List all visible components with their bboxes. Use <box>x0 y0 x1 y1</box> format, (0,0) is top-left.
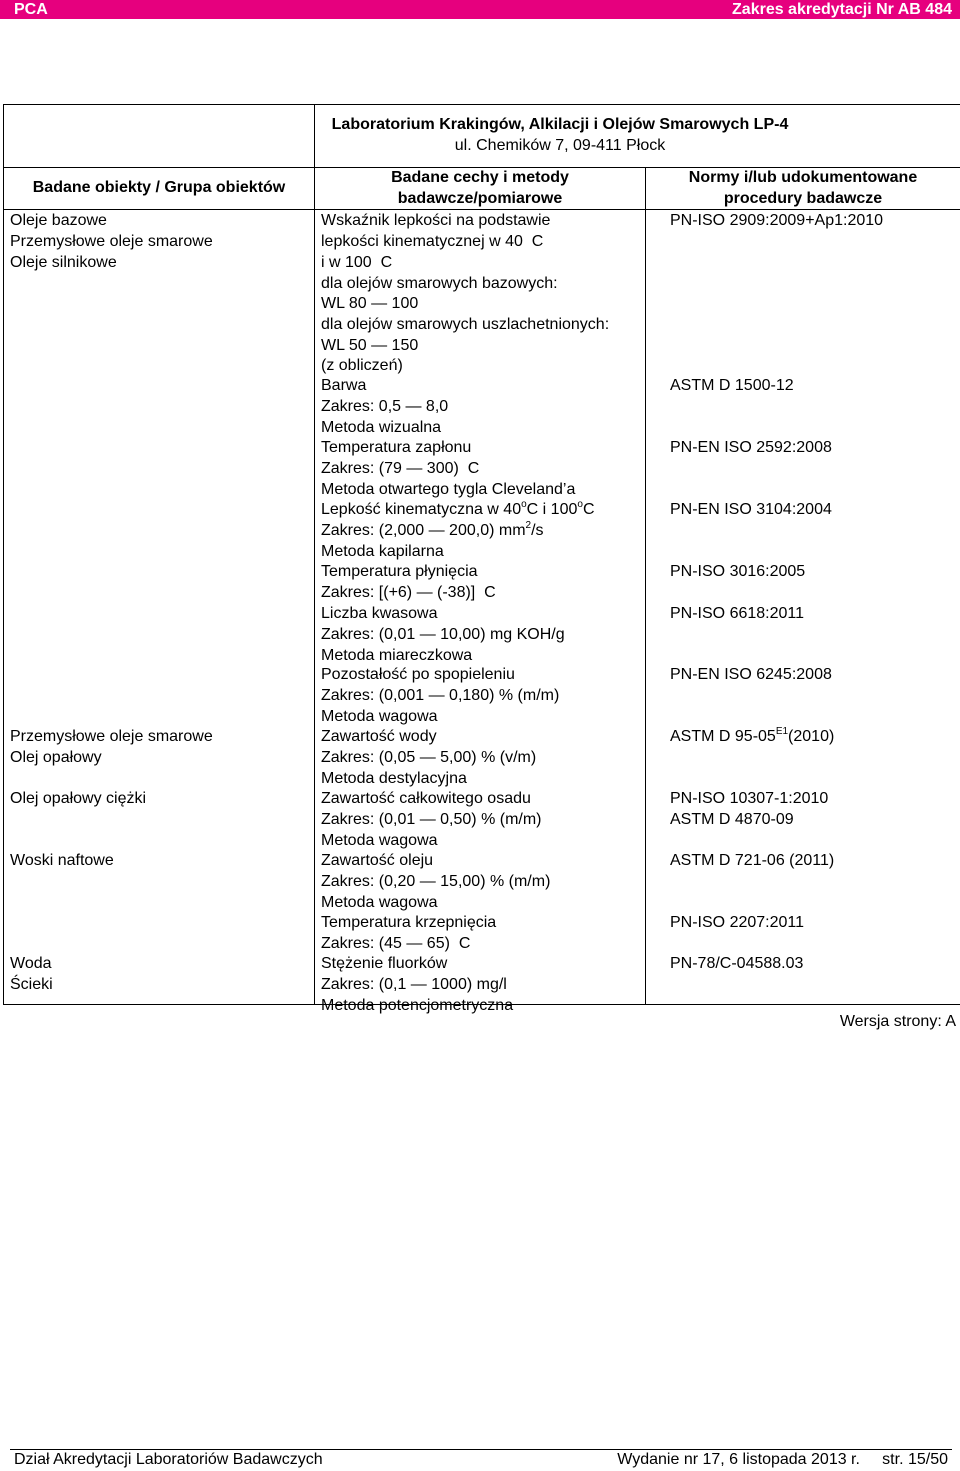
methods-cell <box>315 210 646 1005</box>
column-header-norms: Normy i/lub udokumentowane procedury badawcze <box>646 168 960 210</box>
norm-11: PN-ISO 2207:2011 <box>670 913 804 934</box>
norm-5: PN-ISO 3016:2005 <box>670 562 805 583</box>
object-group-3: Olej opałowy ciężki <box>10 789 146 810</box>
objects-cell <box>4 210 315 1005</box>
header-right: Zakres akredytacji Nr AB 484 <box>732 0 952 19</box>
column-header-objects: Badane obiekty / Grupa obiektów <box>4 168 315 210</box>
method-flash-point: Temperatura zapłonu Zakres: (79 — 300) C Metoda otwartego tygla Cleveland’a <box>321 438 575 500</box>
object-group-5: Woda Ścieki <box>10 954 53 995</box>
norm-6: PN-ISO 6618:2011 <box>670 604 804 625</box>
method-acid-number: Liczba kwasowa Zakres: (0,01 — 10,00) mg KOH/g Metoda miareczkowa <box>321 604 565 666</box>
method-pour-point: Temperatura płynięcia Zakres: [(+6) — (-38)] C <box>321 562 496 603</box>
norm-10: ASTM D 721-06 (2011) <box>670 851 834 872</box>
object-group-4: Woski naftowe <box>10 851 114 872</box>
norm-4: PN-EN ISO 3104:2004 <box>670 500 832 521</box>
norm-12: PN-78/C-04588.03 <box>670 954 803 975</box>
footer-left: Dział Akredytacji Laboratoriów Badawczych <box>14 1450 323 1470</box>
method-sediment: Zawartość całkowitego osadu Zakres: (0,01 — 0,50) % (m/m) Metoda wagowa <box>321 789 542 851</box>
object-group-1: Oleje bazowe Przemysłowe oleje smarowe Oleje silnikowe <box>10 211 213 273</box>
lab-name: Laboratorium Krakingów, Alkilacji i Olejów Smarowych LP-4 <box>230 115 890 136</box>
page-header-bar <box>0 0 960 19</box>
method-viscosity-index: Wskaźnik lepkości na podstawie lepkości kinematycznej w 40 C i w 100 C dla olejów smarowych bazowych: WL 80 — 100 dla olejów smarowych uszlachetnionych: WL 50 — 150 (z obliczeń) <box>321 211 609 377</box>
lab-address: ul. Chemików 7, 09-411 Płock <box>230 136 890 157</box>
method-kinematic-viscosity: Lepkość kinematyczna w 40$^o$C i 100$^o$C Zakres: (2,000 — 200,0) $mm^2/s$ Metoda kapilarna <box>321 500 595 562</box>
page-version: Wersja strony: A <box>840 1013 956 1031</box>
column-header-features: Badane cechy i metody badawcze/pomiarowe <box>315 168 646 210</box>
method-oil-content: Zawartość oleju Zakres: (0,20 — 15,00) % (m/m) Metoda wagowa <box>321 851 550 913</box>
object-group-2: Przemysłowe oleje smarowe Olej opałowy <box>10 727 213 768</box>
method-color: Barwa Zakres: 0,5 — 8,0 Metoda wizualna <box>321 376 448 438</box>
method-ash: Pozostałość po spopieleniu Zakres: (0,001 — 0,180) % (m/m) Metoda wagowa <box>321 665 559 727</box>
footer-right: Wydanie nr 17, 6 listopada 2013 r. str. 15/50 <box>617 1450 948 1470</box>
norm-8: ASTM D $95-05^{E1}(2010)$ <box>670 727 834 748</box>
norm-3: PN-EN ISO 2592:2008 <box>670 438 832 459</box>
method-congealing-point: Temperatura krzepnięcia Zakres: (45 — 65) C <box>321 913 496 954</box>
method-fluorides: Stężenie fluorków Zakres: (0,1 — 1000) mg/l Metoda potencjometryczna <box>321 954 513 1016</box>
norm-2: ASTM D 1500-12 <box>670 376 794 397</box>
accreditation-table <box>3 104 960 1005</box>
method-water-content: Zawartość wody Zakres: (0,05 — 5,00) % (v/m) Metoda destylacyjna <box>321 727 536 789</box>
norm-1: PN-ISO 2909:2009+Ap1:2010 <box>670 211 883 232</box>
norms-cell <box>646 210 960 1005</box>
header-left: PCA <box>14 0 48 19</box>
page-footer <box>10 1449 952 1471</box>
norm-9: PN-ISO 10307-1:2010 ASTM D 4870-09 <box>670 789 828 830</box>
lab-header-cell <box>315 105 960 168</box>
norm-7: PN-EN ISO 6245:2008 <box>670 665 832 686</box>
